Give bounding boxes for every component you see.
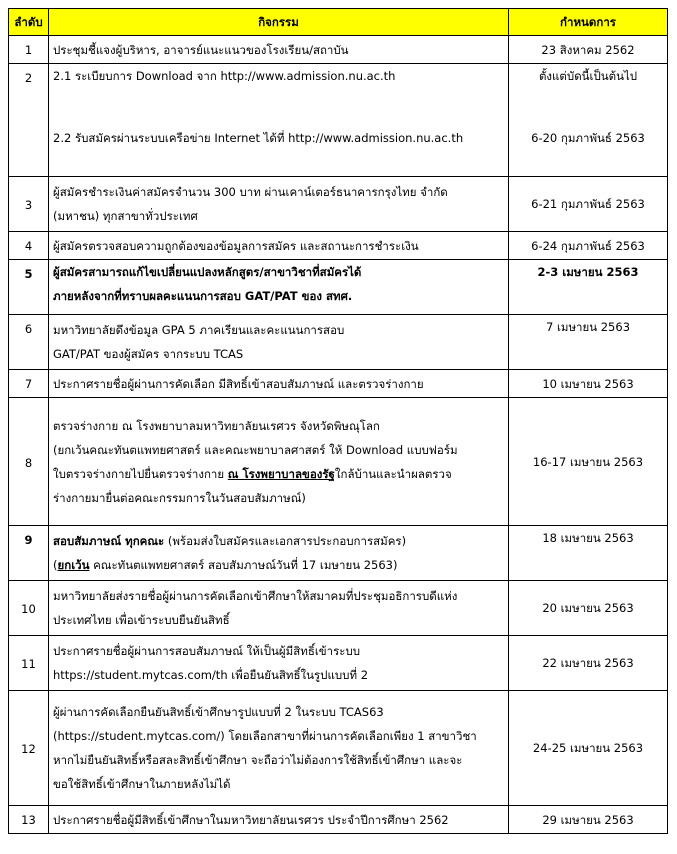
row-activity: มหาวิทยาลัยส่งรายชื่อผู้ผ่านการคัดเลือกเข้าศึกษาให้สมาคมที่ประชุมอธิการบดีแห่ง ประเทศไทย เพื่อเข้าระบบยืนยันสิทธิ์ bbox=[49, 581, 509, 636]
row-date: 16-17 เมษายน 2563 bbox=[509, 398, 668, 526]
table-row bbox=[9, 64, 668, 177]
row-date: 7 เมษายน 2563 bbox=[509, 315, 668, 370]
table-header-row bbox=[9, 9, 668, 36]
row-number: 9 bbox=[9, 526, 49, 581]
row-number: 1 bbox=[9, 36, 49, 64]
row-number: 6 bbox=[9, 315, 49, 370]
row-date: 23 สิงหาคม 2562 bbox=[509, 36, 668, 64]
table-row bbox=[9, 177, 668, 232]
row-number: 4 bbox=[9, 232, 49, 260]
table-row bbox=[9, 260, 668, 315]
row-number: 11 bbox=[9, 636, 49, 691]
row-activity: สอบสัมภาษณ์ ทุกคณะ (พร้อมส่งใบสมัครและเอกสารประกอบการสมัคร) (ยกเว้น คณะทันตแพทยศาสตร์ สอบสัมภาษณ์วันที่ 17 เมษายน 2563) bbox=[49, 526, 509, 581]
row-activity bbox=[49, 64, 509, 177]
schedule-table bbox=[8, 8, 668, 834]
row-activity: มหาวิทยาลัยดึงข้อมูล GPA 5 ภาคเรียนและคะแนนการสอบ GAT/PAT ของผู้สมัคร จากระบบ TCAS bbox=[49, 315, 509, 370]
table-row bbox=[9, 232, 668, 260]
table-row bbox=[9, 636, 668, 691]
header-activity: กิจกรรม bbox=[49, 9, 509, 36]
row-number: 2 bbox=[9, 64, 49, 177]
row-date: 10 เมษายน 2563 bbox=[509, 370, 668, 398]
row-number: 12 bbox=[9, 691, 49, 806]
exception-emphasis: ยกเว้น bbox=[57, 558, 90, 572]
table-row bbox=[9, 370, 668, 398]
row-activity: ประกาศรายชื่อผู้ผ่านการสอบสัมภาษณ์ ให้เป็นผู้มีสิทธิ์เข้าระบบ https://student.mytcas.com/th เพื่อยืนยันสิทธิ์ในรูปแบบที่ 2 bbox=[49, 636, 509, 691]
table-row bbox=[9, 315, 668, 370]
activity-line: 2.1 ระเบียบการ Download จาก http://www.admission.nu.ac.th bbox=[53, 69, 396, 83]
row-activity: ผู้สมัครสามารถแก้ไขเปลี่ยนแปลงหลักสูตร/สาขาวิชาที่สมัครได้ ภายหลังจากที่ทราบผลคะแนนการสอบ GAT/PAT ของ สทศ. bbox=[49, 260, 509, 315]
table-row bbox=[9, 398, 668, 526]
table-row bbox=[9, 581, 668, 636]
government-hospital-emphasis: ณ โรงพยาบาลของรัฐ bbox=[227, 466, 335, 481]
table-row bbox=[9, 526, 668, 581]
row-date: 2-3 เมษายน 2563 bbox=[509, 260, 668, 315]
schedule-document bbox=[8, 8, 668, 834]
row-date: 18 เมษายน 2563 bbox=[509, 526, 668, 581]
row-number: 3 bbox=[9, 177, 49, 232]
row-number: 10 bbox=[9, 581, 49, 636]
row-date: 6-21 กุมภาพันธ์ 2563 bbox=[509, 177, 668, 232]
interview-all-faculties: สอบสัมภาษณ์ ทุกคณะ bbox=[53, 534, 165, 548]
row-date: 29 เมษายน 2563 bbox=[509, 806, 668, 834]
row-number: 8 bbox=[9, 398, 49, 526]
row-date: ตั้งแต่บัดนี้เป็นต้นไป 6-20 กุมภาพันธ์ 2563 bbox=[509, 64, 668, 177]
row-activity: ประชุมชี้แจงผู้บริหาร, อาจารย์แนะแนวของโรงเรียน/สถาบัน bbox=[49, 36, 509, 64]
table-row bbox=[9, 36, 668, 64]
table-row bbox=[9, 691, 668, 806]
row-date: 6-24 กุมภาพันธ์ 2563 bbox=[509, 232, 668, 260]
row-date: 24-25 เมษายน 2563 bbox=[509, 691, 668, 806]
row-activity: ประกาศรายชื่อผู้ผ่านการคัดเลือก มีสิทธิ์เข้าสอบสัมภาษณ์ และตรวจร่างกาย bbox=[49, 370, 509, 398]
row-activity: ตรวจร่างกาย ณ โรงพยาบาลมหาวิทยาลัยนเรศวร จังหวัดพิษณุโลก (ยกเว้นคณะทันตแพทยศาสตร์ และคณะพยาบาลศาสตร์ ให้ Download แบบฟอร์ม ใบตรวจร่างกายไปยื่นตรวจร่างกาย ณ โรงพยาบาลของรัฐใกล้บ้านและนำผลตรวจ ร่างกายมายื่นต่อคณะกรรมการในวันสอบสัมภาษณ์) bbox=[49, 398, 509, 526]
row-date: 22 เมษายน 2563 bbox=[509, 636, 668, 691]
row-activity: ผู้ผ่านการคัดเลือกยืนยันสิทธิ์เข้าศึกษารูปแบบที่ 2 ในระบบ TCAS63 (https://student.mytcas.com/) โดยเลือกสาขาที่ผ่านการคัดเลือกเพียง 1 สาขาวิชา หากไม่ยืนยันสิทธิ์หรือสละสิทธิ์เข้าศึกษา จะถือว่าไม่ต้องการใช้สิทธิ์เข้าศึกษา และจะ ขอใช้สิทธิ์เข้าศึกษาในภายหลังไม่ได้ bbox=[49, 691, 509, 806]
row-date: 20 เมษายน 2563 bbox=[509, 581, 668, 636]
row-number: 13 bbox=[9, 806, 49, 834]
row-number: 5 bbox=[9, 260, 49, 315]
header-schedule: กำหนดการ bbox=[509, 9, 668, 36]
activity-line: 2.2 รับสมัครผ่านระบบเครือข่าย Internet ได้ที่ http://www.admission.nu.ac.th bbox=[53, 131, 464, 145]
row-activity: ประกาศรายชื่อผู้มีสิทธิ์เข้าศึกษาในมหาวิทยาลัยนเรศวร ประจำปีการศึกษา 2562 bbox=[49, 806, 509, 834]
row-number: 7 bbox=[9, 370, 49, 398]
row-activity: ผู้สมัครตรวจสอบความถูกต้องของข้อมูลการสมัคร และสถานะการชำระเงิน bbox=[49, 232, 509, 260]
table-row bbox=[9, 806, 668, 834]
header-order: ลำดับ bbox=[9, 9, 49, 36]
row-activity: ผู้สมัครชำระเงินค่าสมัครจำนวน 300 บาท ผ่านเคาน์เตอร์ธนาคารกรุงไทย จำกัด (มหาชน) ทุกสาขาทั่วประเทศ bbox=[49, 177, 509, 232]
